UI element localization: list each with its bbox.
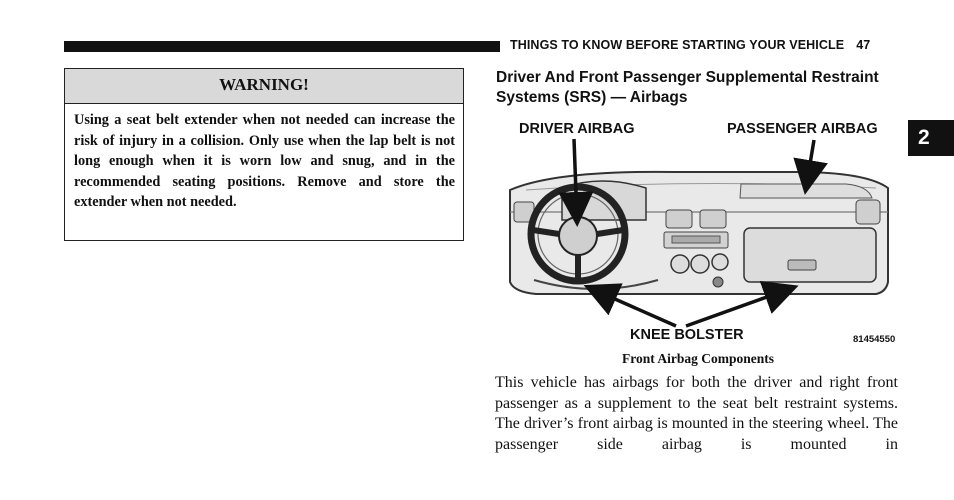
airbag-figure <box>496 112 904 352</box>
warning-text: Using a seat belt extender when not needed can increase the risk of injury in a collision. Only use when the lap belt is not long enough when it is worn low and snug, and in the recommended seating positions. Remove and store the extender when not needed. <box>74 112 455 210</box>
figure-caption: Front Airbag Components <box>621 351 774 366</box>
warning-box <box>64 68 464 241</box>
glovebox <box>744 228 876 282</box>
chapter-tab: 2 <box>908 120 954 156</box>
dashboard-illustration <box>496 112 904 352</box>
figure-code: 81454550 <box>853 334 896 345</box>
body-paragraph: This vehicle has airbags for both the driver and right front passenger as a supplement to the seat belt restraint systems. The driver’s front airbag is mounted in the steering wheel. The passenger side airbag is mounted in <box>495 374 898 453</box>
header-rule <box>64 41 500 52</box>
section-heading: Driver And Front Passenger Supplemental Restraint Systems (SRS) — Airbags <box>496 69 879 106</box>
climate-knob-2 <box>691 255 709 273</box>
running-head <box>510 38 870 52</box>
warning-title: WARNING! <box>65 69 463 104</box>
climate-knob-3 <box>712 254 728 270</box>
steering-hub <box>559 217 597 255</box>
driver-airbag-label: DRIVER AIRBAG <box>519 121 635 137</box>
center-vent-right <box>700 210 726 228</box>
knee-bolster-label: KNEE BOLSTER <box>630 327 744 343</box>
climate-knob-1 <box>671 255 689 273</box>
center-vent-left <box>666 210 692 228</box>
running-title: THINGS TO KNOW BEFORE STARTING YOUR VEHICLE <box>510 38 845 52</box>
passenger-airbag-label: PASSENGER AIRBAG <box>727 121 878 137</box>
right-vent <box>856 200 880 224</box>
page-number: 47 <box>856 38 871 52</box>
power-outlet <box>713 277 723 287</box>
